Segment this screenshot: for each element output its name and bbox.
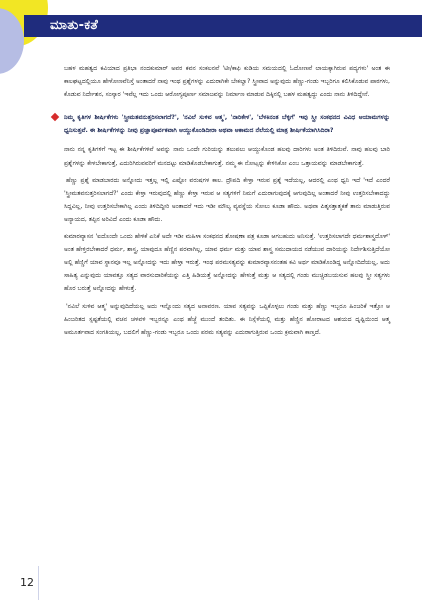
- answer-paragraph: 'ನವಿಲೆ ಸುಳಿವ ಆತ್ಮ' ಅನ್ನುವುದಿದೆಯಲ್ಲ ಅದು ಇನ್ನೊಂದು ಸತ್ಯದ ಅನಾವರಣ. ಯಾವ ಸತ್ಯವನ್ನು ಒಪ್ಪಿಕೊಳ್ಳಲು ಗಂಡು ಮತ್ತು ಹೆಣ್ಣು ಇಬ್ಬರೂ ಹಿಂಜರಿಕೆ ಇತ್ತೋ ಆ ಹಿಂಜರಿತದ ಸ್ಪಷ್ಟತೆಯಲ್ಲಿ ವಚನ ಚಳವಳಿ ಇಬ್ಬರನ್ನೂ ಎಂಥ ಹೆಜ್ಜೆ ಮುಂದೆ ತಂದಿತು. ಈ ನಿಸ್ಸೆಳೆಯಲ್ಲಿ ಮತ್ತು ಹೆಣ್ಣಿನ ಹೋರಾಟದ ಆಶಯದ ದೃಷ್ಟಿಯಿಂದ ಆತ್ಮ ಅಮೂರ್ತವಾದ ಸಂಗತಿಯಲ್ಲ, ಬದಲಿಗೆ ಹೆಣ್ಣು-ಗಂಡು ಇಬ್ಬರೂ ಒಂದು ಪರಮ ಸತ್ಯವನ್ನು ಎದುರಾಗುತ್ತಿರುವ ಒಂದು ಕ್ರಮವಾಗಿ ಕಾಣ್ತದೆ.: [64, 302, 390, 336]
- section-title: ಮಾತು-ಕತೆ: [50, 18, 99, 33]
- diamond-bullet-icon: [51, 113, 59, 121]
- footer-divider: [38, 566, 39, 600]
- interview-question: [52, 111, 390, 137]
- page-number: 12: [20, 576, 34, 589]
- answer-paragraph: ಕುಮಾರವ್ಯಾಸನ 'ಐದೊಂದೇ ಒಂದು ಹೇಳಿಕೆ ಎನಿಕೆ ಅದೇ ಇಡೀ ಮಹಿಳಾ ಸಂಕಥನದ ಶೋಷಣಾ ಪತ್ರ ಕೂಡಾ ಆಗಬಹುದು ಅನಿಸುತ್ತೆ. 'ಉತ್ತರಿಸಲಾಗದೇ ಧರ್ಮಶಾಸ್ತ್ರದೊಳ್' ಅಂತ ಹೇಳ್ತಿರಬೇಕಾದರೆ ಧರ್ಮ, ಶಾಸ್ತ್ರ, ಯಾವುದೂ ಹೆಣ್ಣಿನ ಪರವಾಗಿಲ್ಲ, ಯಾವ ಧರ್ಮ ಮತ್ತು ಯಾವ ಶಾಸ್ತ್ರ ಸಮುದಾಯದ ನಡೆಯುವ ದಾರಿಯನ್ನು ನಿರ್ದೇಶಿಸುತ್ತಿದೆಯೋ ಅಲ್ಲಿ ಹೆಣ್ಣಿಗೆ ಯಾವ ಸ್ಥಾನವೂ ಇಲ್ಲ ಅನ್ನೋದನ್ನು ಇದು ಹೇಳ್ತಾ ಇರುತ್ತೆ. ಇಂಥ ಪರಮಸತ್ಯವನ್ನು ಕುಮಾರವ್ಯಾಸನಂತಹ ಕವಿ ಅರ್ಥ ಮಾಡಿಕೊಂಡಿದ್ದ ಅನ್ನೋದಿದೆಯಲ್ಲ, ಅದು ಸಾಹಿತ್ಯ ಎನ್ನುವುದು ಯಾವತ್ತೂ ಸತ್ಯದ ವಾರಸುದಾರಿಕೆಯನ್ನು ಎತ್ತಿ ಹಿಡಿಯತ್ತೆ ಅನ್ನೋದನ್ನು ಹೇಳುತ್ತೆ ಮತ್ತು ಆ ಸತ್ಯದಲ್ಲಿ ಗಂಡು ಮುಚ್ಚಿಡಬಯಸುವ ಹಲವು ಸ್ತ್ರೀ ಸತ್ಯಗಳು ಹೊರ ಬರುತ್ತೆ ಅನ್ನೋದನ್ನು ಹೇಳುತ್ತೆ.: [64, 233, 390, 293]
- intro-paragraph: ಬಹಳ ಮಹತ್ವದ ಕವಿಯಾದ ಪ್ರತಿಭಾ ನಂದಕುಮಾರ್ ಅವರ ಕವನ ಸಂಕಲನವೆ 'ಟೀ/ಕಾಫಿ ಕುಡಿಯ ಸಮಯದಲ್ಲಿ ಓದೋಣವೆ ಲಾಯಕ್ಕಾಗಿರುವ ಪದ್ಯಗಳು' ಅಂತ ಈ ಕಾಲಘಟ್ಟದಲ್ಲಿಯೂ ಹೇಳೋಣವೆನಿಸ್ತೆ ಅಂತಾದರೆ ನಾವು ಇಂಥ ಪ್ರಶ್ನೆಗಳನ್ನು ಎದುರಾಗಿಕೇ ಬೇಕಲ್ವಾ? ಸ್ತ್ರೀವಾದ ಅನ್ನುವುದು ಹೆಣ್ಣು-ಗಂಡು ಇಬ್ಬರಿಗೂ ಕಲಿಸಿಕೊಡುವ ಪಾಠಗಳು, ಕೊಡುವ ನಿರ್ದೇಶನ, ಸಂಸ್ಕಾರ 'ಇವೆಲ್ಲ ಇದು ಒಂದು ಆರೋಗ್ಯಪೂರ್ಣ ಸಮಾಜವನ್ನು ನಿರ್ಮಾಣ ಮಾಡುವ ದಿಕ್ಕಿನಲ್ಲಿ ಬಹಳ ಮಹತ್ವದ್ದು ಎಂದು ನಾನು ತಿಳಿದಿದ್ದೇನೆ.: [64, 65, 390, 99]
- answer-paragraph: ನಾನು ನನ್ನ ಕೃತಿಗಳಿಗೆ ಇಟ್ಟ ಈ ಶೀರ್ಷಿಕೆಗಳಿವೆ ಅವನ್ನು ನಾನು ಒಂದೇ ಗುರಿಯನ್ನು ತಲುಪಲು ಆಯ್ದುಕೊಂಡ ಹಲವು ದಾರಿಗಳು ಅಂತ ತಿಳಿದಿರುವೆ. ನಾವು ಹಲವು ಬಾರಿ ಪ್ರಶ್ನೆಗಳನ್ನು ಕೇಳಬೇಕಾಗುತ್ತೆ, ಎದುರಿಗಿರುವವರಿಗೆ ಮನದಟ್ಟು ಮಾಡಿಕೊಡಬೇಕಾಗುತ್ತೆ. ನಮ್ಮ ಈ ನೋಟ್ಸನ್ನು ಕೇಳಿಸಿಕೋ ಎಂಬ ಒತ್ತಾಯವನ್ನು ಮಾಡಬೇಕಾಗುತ್ತೆ.: [64, 146, 390, 167]
- answer-paragraph: ಹೆಣ್ಣು ಪ್ರಶ್ನೆ ಮಾಡಬಾರದು ಅನ್ನೋದು ಇತ್ತಲ್ಲ ಇಲ್ಲಿ ಎಷ್ಟೋ ವರುಷಗಳ ಕಾಲ. ದ್ರೌಪದಿ ಕೇಳ್ತಾ ಇರುವ ಪ್ರಶ್ನೆ ಇದೆಯಲ್ಲ, ಆದರಲ್ಲಿ ಎಂಥ ಧ್ವನಿ ಇದೆ 'ಇದೆ ಎಂದರೆ 'ಸ್ತ್ರೀಮತವನುತ್ತರಿಸಲಾಗದೆ?' ಎಂದು ಕೇಳ್ತಾ ಇರುವುದಲ್ಲಿ ಹೆಣ್ಣು ಕೇಳ್ತಾ ಇರುವ ಆ ಸತ್ಯಗಳಿಗೆ ನಿಮಗೆ ಎದುರಾಗುವುದಕ್ಕೆ ಆಗುವುದಿಲ್ಲ ಅಂತಾದರೆ ನೀವು ಉತ್ತರಿಸಬೇಕಾದದ್ದು ಸಿದ್ದವಿಲ್ಲ, ನೀವು ಉತ್ತರಿಸಬೇಕಾಗಿಲ್ಲ ಎಂದು ತಿಳಿದಿದ್ದೀರಿ ಅಂತಾದರೆ ಇದು ಇಡೀ ಮೌಲ್ಯ ವ್ಯವಸ್ಥೆಯ ಸೋಲು ಕೂಡಾ ಹೌದು. ಅಥವಾ ಪಿತೃಸತ್ತಾತ್ಮಕತೆ ತಾನು ಮಾಡುತ್ತಿರುವ ಅನ್ಯಾಯದ, ತಪ್ಪಿನ ಅರಿವಿದೆ ಎಂದು ಕೂಡಾ ಹೌದು.: [64, 176, 390, 223]
- question-text: ನಿಮ್ಮ ಕೃತಿಗಳ ಶೀರ್ಷಿಕೆಗಳು 'ಸ್ತ್ರೀಮತವನುತ್ತರಿಸಲಾಗದೆ?', 'ನವಿಲೆ ಸುಳಿವ ಆತ್ಮ', 'ನಾರಿಕೇಳ', 'ಬೆಳಕಿನಂತ ಬೆಳ್ಳಿಗೆ' ಇವು ಸ್ತ್ರೀ ಸಂಕಥನದ ವಿವಿಧ ಆಯಾಮಗಳನ್ನು ಧ್ವನಿಸುತ್ತವೆ. ಈ ಶೀರ್ಷಿಕೆಗಳನ್ನು ನೀವು ಪ್ರಜ್ಞಾಪೂರ್ವಕವಾಗಿ ಆಯ್ದುಕೊಂಡಿದೀರಾ ಅಥವಾ ಆಕಾಮದ ನೆಲೆಯಲ್ಲಿ ಮಾತ್ರ ಶೀರ್ಷಿಕೆಯಾಗಿಸಿದಿರಾ?: [64, 114, 390, 135]
- article-body: [64, 62, 390, 343]
